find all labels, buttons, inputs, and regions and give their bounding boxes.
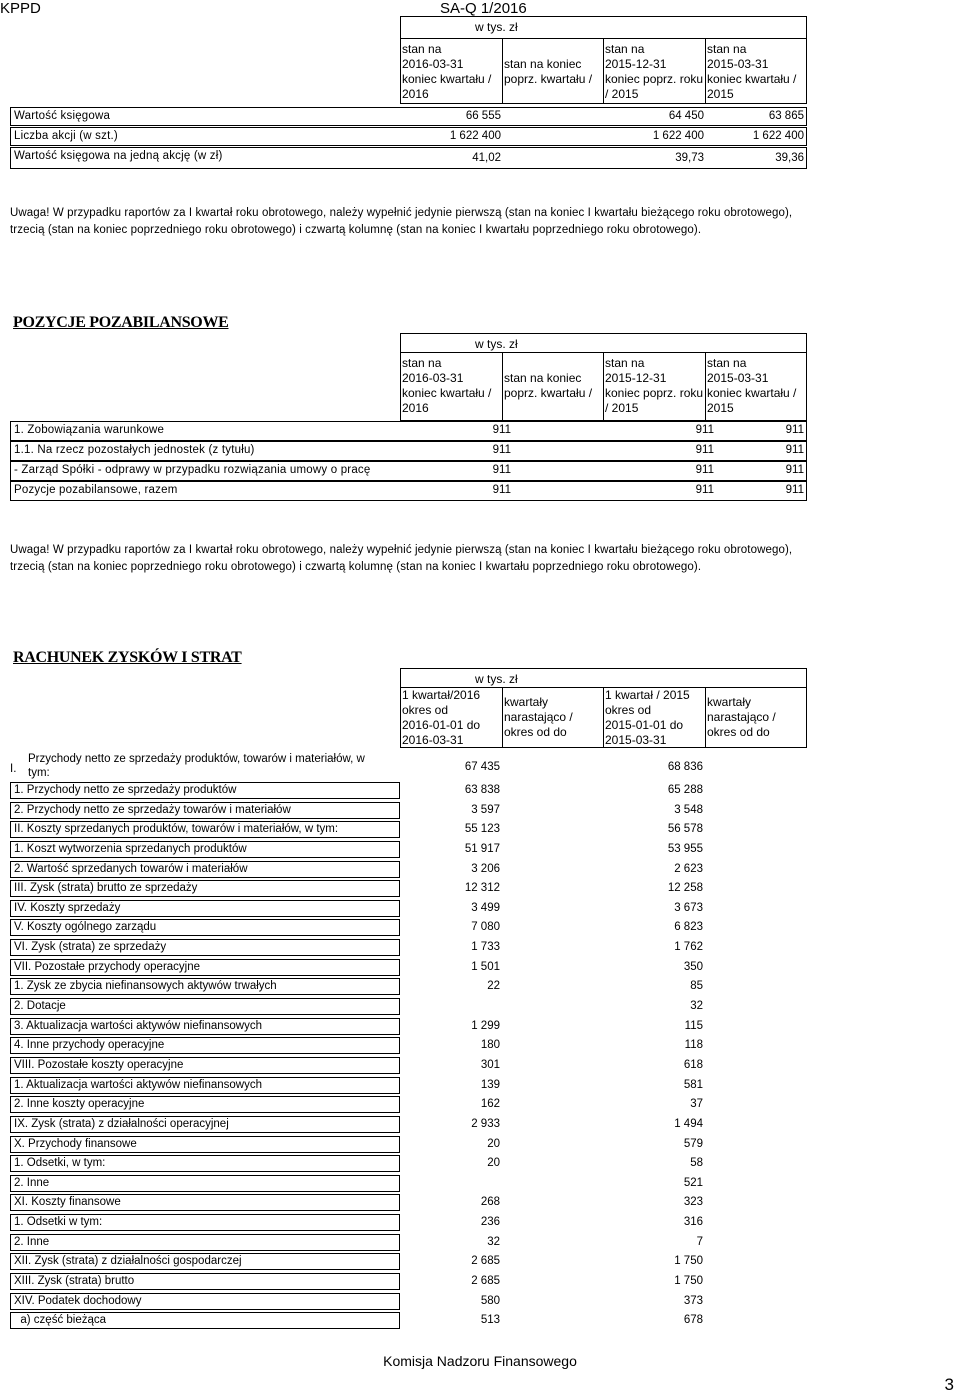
value-q1-2015: 911 (785, 464, 804, 476)
value-q1-2015: 581 (683, 1079, 703, 1091)
row-label: - Zarząd Spółki - odprawy w przypadku rozwiązania umowy o pracę (14, 464, 371, 476)
income-row (10, 998, 400, 1015)
income-row (10, 919, 400, 936)
row-label: VII. Pozostałe przychody operacyjne (14, 961, 201, 973)
offbalance-title: POZYCJE POZABILANSOWE (13, 314, 229, 331)
income-row (10, 1136, 400, 1153)
offbalance-col-1: stan na 2016-03-31 koniec kwartału / 2016 (402, 356, 492, 415)
value-2015-12: 1 622 400 (652, 130, 704, 142)
value-q1-2015: 65 288 (667, 784, 703, 796)
value-q1-2015: 350 (683, 961, 703, 973)
row-label: Przychody netto ze sprzedaży produktów, towarów i materiałów, w tym: (28, 753, 365, 779)
income-row (10, 959, 400, 976)
income-row (10, 1037, 400, 1054)
row-label: 4. Inne przychody operacyjne (14, 1039, 165, 1051)
income-col-1: 1 kwartał/2016 okres od 2016-01-01 do 2016-03-31 (402, 688, 481, 747)
offbalance-row (10, 441, 807, 461)
offbalance-col-4: stan na 2015-03-31 koniec kwartału / 2015 (707, 356, 797, 415)
value-q1-2016: 911 (492, 424, 511, 436)
income-row (10, 978, 400, 995)
row-number: I. (10, 763, 17, 775)
footer: Komisja Nadzoru Finansowego (383, 1353, 577, 1369)
value-q1-2015: 12 258 (667, 882, 703, 894)
value-q1-2016: 41,02 (472, 152, 501, 164)
row-label: 1. Koszt wytworzenia sprzedanych produktów (14, 843, 247, 855)
offbalance-row (10, 481, 807, 501)
balance-col-4: stan na 2015-03-31 koniec kwartału / 2015 (707, 42, 797, 101)
value-q1-2015: 39,36 (775, 152, 804, 164)
income-col-2: kwartały narastająco / okres od do (504, 695, 573, 739)
row-label: 2. Inne (14, 1177, 50, 1189)
balance-row (10, 147, 807, 169)
value-q1-2015: 63 865 (768, 110, 804, 122)
value-q1-2015: 521 (683, 1177, 703, 1189)
page-number: 3 (944, 1375, 954, 1394)
income-row-revenue-total (10, 750, 410, 782)
income-row (10, 782, 400, 799)
value-q1-2016: 236 (480, 1216, 500, 1228)
value-q1-2016: 1 622 400 (449, 130, 501, 142)
value-q1-2016: 1 501 (471, 961, 500, 973)
income-row (10, 1253, 400, 1270)
header-center: SA-Q 1/2016 (440, 0, 527, 17)
value-q1-2016: 139 (480, 1079, 500, 1091)
income-row (10, 1116, 400, 1133)
value-q1-2015: 58 (690, 1157, 703, 1169)
row-label: 3. Aktualizacja wartości aktywów niefinansowych (14, 1020, 263, 1032)
row-label: V. Koszty ogólnego zarządu (14, 921, 157, 933)
value-q1-2016: 1 299 (471, 1020, 500, 1032)
row-label: 1. Odsetki w tym: (14, 1216, 103, 1228)
income-row (10, 1293, 400, 1310)
value-q1-2015: 56 578 (667, 823, 703, 835)
offbalance-col-2: stan na koniec poprz. kwartału / (504, 371, 593, 400)
row-label: 2. Przychody netto ze sprzedaży towarów i materiałów (14, 804, 291, 816)
row-label: 1. Aktualizacja wartości aktywów niefinansowych (14, 1079, 263, 1091)
income-row (10, 880, 400, 897)
value-q1-2016: 1 733 (471, 941, 500, 953)
row-label: XI. Koszty finansowe (14, 1196, 121, 1208)
value-q1-2015: 678 (683, 1314, 703, 1326)
value-q1-2015: 53 955 (667, 843, 703, 855)
income-row (10, 1194, 400, 1211)
row-label: Liczba akcji (w szt.) (14, 130, 118, 142)
row-label: 2. Wartość sprzedanych towarów i materiałów (14, 863, 248, 875)
income-row (10, 1214, 400, 1231)
note-text: Uwaga! W przypadku raportów za I kwartał roku obrotowego, należy wypełnić jedynie pierwszą (stan na koniec I kwartału bieżącego roku obrotowego), trzecią (stan na koniec poprzedniego roku obrotowego) i czwartą kolumnę (stan na koniec I kwartału poprzedniego roku obrotowego). (10, 207, 793, 236)
row-label: VI. Zysk (strata) ze sprzedaży (14, 941, 167, 953)
value-q1-2015: 7 (696, 1236, 703, 1248)
row-label: IV. Koszty sprzedaży (14, 902, 121, 914)
value-q1-2015: 911 (785, 424, 804, 436)
value-q1-2016: 2 685 (471, 1275, 500, 1287)
offbalance-row (10, 421, 807, 441)
row-label: 1. Zobowiązania warunkowe (14, 424, 165, 436)
value-q1-2016: 3 206 (471, 863, 500, 875)
value-q1-2016: 12 312 (464, 882, 500, 894)
income-row (10, 1312, 400, 1329)
value-q1-2015: 1 750 (674, 1255, 703, 1267)
value-q1-2015: 1 494 (674, 1118, 703, 1130)
value-q1-2015: 1 762 (674, 941, 703, 953)
income-title: RACHUNEK ZYSKÓW I STRAT (13, 649, 242, 666)
value-q1-2015: 32 (690, 1000, 703, 1012)
value-q1-2015: 579 (683, 1138, 703, 1150)
value-q1-2015: 1 622 400 (752, 130, 804, 142)
income-col-4: kwartały narastająco / okres od do (707, 695, 776, 739)
value-q1-2016: 32 (487, 1236, 500, 1248)
value-2015-12: 911 (695, 464, 714, 476)
value-q1-2015: 373 (683, 1295, 703, 1307)
value-q1-2016: 3 499 (471, 902, 500, 914)
income-row (10, 1096, 400, 1113)
row-label: II. Koszty sprzedanych produktów, towarów i materiałów, w tym: (14, 823, 339, 835)
value-q1-2016: 7 080 (471, 921, 500, 933)
unit-label: w tys. zł (475, 337, 518, 351)
note-text: Uwaga! W przypadku raportów za I kwartał roku obrotowego, należy wypełnić jedynie pierwszą (stan na koniec I kwartału bieżącego roku obrotowego), trzecią (stan na koniec poprzedniego roku obrotowego) i czwartą kolumnę (stan na koniec I kwartału poprzedniego roku obrotowego). (10, 544, 793, 573)
value-q1-2015: 68 836 (667, 761, 703, 773)
balance-col-2: stan na koniec poprz. kwartału / (504, 57, 593, 86)
value-q1-2016: 580 (480, 1295, 500, 1307)
value-q1-2015: 3 548 (674, 804, 703, 816)
row-label: XIII. Zysk (strata) brutto (14, 1275, 135, 1287)
row-label: 2. Inne (14, 1236, 50, 1248)
row-label: 1. Przychody netto ze sprzedaży produktów (14, 784, 237, 796)
unit-label: w tys. zł (475, 672, 518, 686)
value-q1-2015: 37 (690, 1098, 703, 1110)
value-q1-2016: 22 (487, 980, 500, 992)
income-row (10, 1273, 400, 1290)
value-q1-2016: 20 (487, 1138, 500, 1150)
income-row (10, 1234, 400, 1251)
row-label: 1. Odsetki, w tym: (14, 1157, 106, 1169)
row-label: XII. Zysk (strata) z działalności gospodarczej (14, 1255, 242, 1267)
value-q1-2016: 2 685 (471, 1255, 500, 1267)
row-label: 2. Dotacje (14, 1000, 66, 1012)
income-row (10, 841, 400, 858)
row-label: 1. Zysk ze zbycia niefinansowych aktywów trwałych (14, 980, 277, 992)
value-q1-2015: 3 673 (674, 902, 703, 914)
value-2015-12: 911 (695, 424, 714, 436)
income-row (10, 821, 400, 838)
balance-row (10, 127, 807, 146)
value-q1-2015: 618 (683, 1059, 703, 1071)
value-q1-2016: 51 917 (464, 843, 500, 855)
value-q1-2016: 911 (492, 464, 511, 476)
value-2015-12: 911 (695, 444, 714, 456)
value-q1-2016: 268 (480, 1196, 500, 1208)
value-q1-2015: 323 (683, 1196, 703, 1208)
value-2015-12: 64 450 (668, 110, 704, 122)
value-2015-12: 39,73 (675, 152, 704, 164)
value-q1-2016: 911 (492, 444, 511, 456)
income-col-3: 1 kwartał / 2015 okres od 2015-01-01 do 2015-03-31 (605, 688, 690, 747)
value-q1-2016: 180 (480, 1039, 500, 1051)
row-label: III. Zysk (strata) brutto ze sprzedaży (14, 882, 198, 894)
unit-label: w tys. zł (475, 20, 518, 34)
value-q1-2015: 118 (684, 1039, 703, 1051)
value-q1-2016: 3 597 (471, 804, 500, 816)
income-row (10, 1175, 400, 1192)
offbalance-row (10, 461, 807, 481)
value-2015-12: 911 (695, 484, 714, 496)
income-row (10, 900, 400, 917)
value-q1-2015: 6 823 (674, 921, 703, 933)
value-q1-2015: 1 750 (674, 1275, 703, 1287)
value-q1-2016: 55 123 (464, 823, 500, 835)
balance-col-3: stan na 2015-12-31 koniec poprz. roku / 2015 (605, 42, 704, 101)
income-row (10, 1155, 400, 1172)
value-q1-2016: 66 555 (465, 110, 501, 122)
row-label: Pozycje pozabilansowe, razem (14, 484, 178, 496)
row-label: Wartość księgowa na jedną akcję (w zł) (14, 150, 223, 162)
value-q1-2015: 115 (684, 1020, 703, 1032)
income-row (10, 939, 400, 956)
value-q1-2015: 911 (785, 484, 804, 496)
value-q1-2016: 301 (480, 1059, 500, 1071)
value-q1-2016: 63 838 (464, 784, 500, 796)
value-q1-2015: 911 (785, 444, 804, 456)
value-q1-2015: 85 (690, 980, 703, 992)
value-q1-2016: 20 (487, 1157, 500, 1169)
value-q1-2016: 162 (480, 1098, 500, 1110)
income-row (10, 802, 400, 819)
row-label: IX. Zysk (strata) z działalności operacyjnej (14, 1118, 229, 1130)
value-q1-2016: 2 933 (471, 1118, 500, 1130)
value-q1-2016: 67 435 (464, 761, 500, 773)
value-q1-2015: 2 623 (674, 863, 703, 875)
balance-col-1: stan na 2016-03-31 koniec kwartału / 2016 (402, 42, 492, 101)
row-label: Wartość księgowa (14, 110, 111, 122)
row-label: a) część bieżąca (14, 1314, 107, 1326)
value-q1-2016: 911 (492, 484, 511, 496)
income-row (10, 1057, 400, 1074)
income-row (10, 1077, 400, 1094)
row-label: 1.1. Na rzecz pozostałych jednostek (z tytułu) (14, 444, 255, 456)
value-q1-2016: 513 (480, 1314, 500, 1326)
row-label: X. Przychody finansowe (14, 1138, 137, 1150)
value-q1-2015: 316 (683, 1216, 703, 1228)
offbalance-col-3: stan na 2015-12-31 koniec poprz. roku / 2015 (605, 356, 704, 415)
row-label: VIII. Pozostałe koszty operacyjne (14, 1059, 184, 1071)
income-row (10, 861, 400, 878)
row-label: XIV. Podatek dochodowy (14, 1295, 142, 1307)
balance-row (10, 107, 807, 126)
header-left: KPPD (0, 0, 41, 17)
income-row (10, 1018, 400, 1035)
row-label: 2. Inne koszty operacyjne (14, 1098, 145, 1110)
